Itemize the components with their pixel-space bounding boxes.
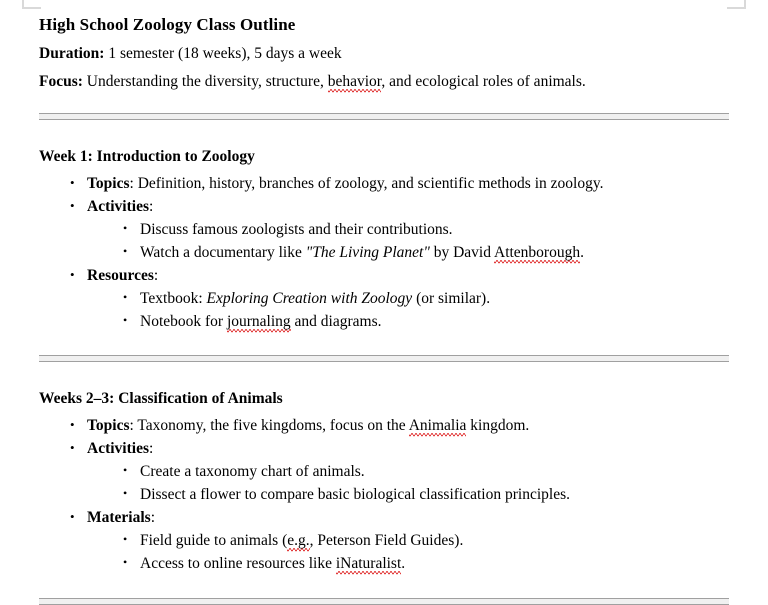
list-item-label: Materials [87, 509, 151, 526]
sub-bullet-list [87, 287, 729, 333]
section-1-bullet-list [39, 167, 729, 333]
list-item-text: : [153, 267, 159, 284]
list-item-text-before: Textbook: [140, 290, 207, 307]
list-item [87, 552, 729, 575]
meta-focus-text-after: , and ecological roles of animals. [381, 73, 586, 90]
list-item-text-before: Access to online resources like [140, 555, 336, 572]
horizontal-rule [39, 598, 729, 605]
list-item-text-after: . [401, 555, 406, 572]
italic-title: "The Living Planet" [305, 244, 430, 261]
sub-bullet-list [87, 529, 729, 575]
list-item-text: : [150, 509, 156, 526]
list-item: • Dissect a flower to compare basic biological classification principles. [87, 483, 729, 506]
list-item-text-after: . [580, 244, 584, 261]
list-item: • Discuss famous zoologists and their contributions. [87, 218, 729, 241]
misspelled-word-behavior: behavior [328, 73, 382, 93]
meta-duration-value: 1 semester (18 weeks), 5 days a week [104, 45, 342, 62]
list-item-text-before: Watch a documentary like [140, 244, 306, 261]
list-item-text-after: , Peterson Field Guides). [309, 532, 464, 549]
misspelled-word-journaling: journaling [227, 313, 291, 333]
list-item-topics [39, 409, 729, 437]
meta-focus [39, 64, 729, 92]
list-item-text-middle: by David [429, 244, 494, 261]
list-item-text-before: Notebook for [140, 313, 227, 330]
list-item [87, 529, 729, 552]
list-item-label: Topics [87, 417, 130, 434]
horizontal-rule [39, 113, 729, 120]
section-2-bullet-list [39, 409, 729, 575]
misspelled-word-eg: e.g. [287, 532, 309, 552]
list-item-text: : [148, 198, 154, 215]
meta-duration [39, 36, 729, 64]
list-item-text-after: (or similar). [412, 290, 491, 307]
section-heading-week-1: Week 1: Introduction to Zoology [39, 148, 255, 165]
list-item-label: Topics [87, 175, 130, 192]
list-item-text-after: and diagrams. [290, 313, 382, 330]
list-item-activities [39, 437, 729, 506]
misspelled-word-inaturalist: iNaturalist [336, 555, 401, 575]
list-item-text: : [148, 440, 154, 457]
misspelled-word-animalia: Animalia [409, 417, 467, 437]
meta-duration-label: Duration: [39, 45, 105, 62]
section-divider-1 [39, 113, 729, 120]
horizontal-rule [39, 355, 729, 362]
meta-focus-label: Focus: [39, 73, 83, 90]
list-item [87, 310, 729, 333]
list-item-label: Activities [87, 440, 149, 457]
list-item-text-before: : Taxonomy, the five kingdoms, focus on the [129, 417, 409, 434]
sub-bullet-list [87, 460, 729, 506]
list-item-label: Activities [87, 198, 149, 215]
italic-title: Exploring Creation with Zoology [206, 290, 413, 307]
list-item-topics [39, 167, 729, 195]
list-item [87, 287, 729, 310]
list-item-resources [39, 264, 729, 333]
list-item [87, 241, 729, 264]
misspelled-word-attenborough: Attenborough [494, 244, 580, 264]
list-item-label: Resources [87, 267, 154, 284]
meta-focus-text-before: Understanding the diversity, structure, [82, 73, 328, 90]
list-item-activities [39, 195, 729, 264]
list-item-materials [39, 506, 729, 575]
list-item: • Create a taxonomy chart of animals. [87, 460, 729, 483]
document-title: High School Zoology Class Outline [39, 15, 296, 34]
sub-bullet-list [87, 218, 729, 264]
list-item-text-before: Field guide to animals ( [140, 532, 288, 549]
list-item-text: : Definition, history, branches of zoology, and scientific methods in zoology. [129, 175, 604, 192]
section-heading-weeks-2-3: Weeks 2–3: Classification of Animals [39, 390, 283, 407]
document-content[interactable] [39, 0, 729, 605]
section-divider-2 [39, 355, 729, 362]
section-divider-3 [39, 598, 729, 605]
list-item-text-after: kingdom. [466, 417, 530, 434]
